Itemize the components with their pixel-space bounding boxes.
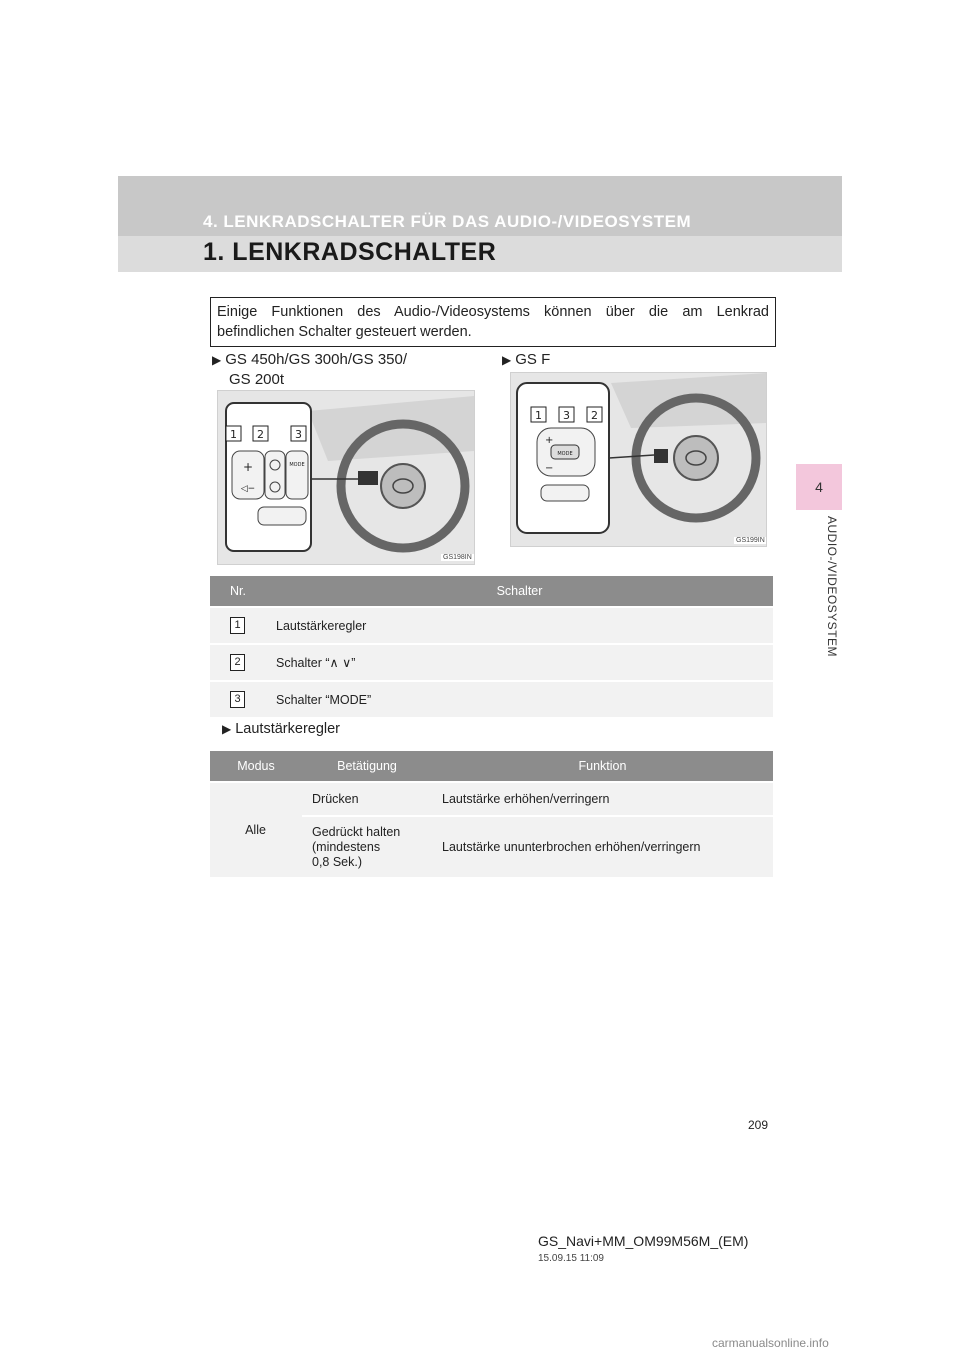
bullet-triangle-icon: ▶: [212, 353, 222, 367]
figure-code: GS199IN: [736, 537, 765, 544]
callout-2: 2: [591, 409, 598, 422]
bullet-triangle-icon: ▶: [222, 722, 232, 736]
operation-cell: Gedrückt halten (mindestens 0,8 Sek.): [302, 816, 432, 877]
switch-cluster-icon: [654, 449, 668, 463]
steering-wheel-illustration: [218, 391, 474, 564]
bullet-triangle-icon: ▶: [502, 353, 512, 367]
variant-label-line2: GS 200t: [229, 371, 285, 388]
column-header: Modus: [210, 751, 302, 782]
chapter-title: 1. LENKRADSCHALTER: [203, 238, 497, 266]
svg-text:+: +: [545, 435, 554, 446]
steering-switch-figure-standard: [217, 390, 475, 565]
callout-2: 2: [257, 428, 264, 441]
callout-3: 3: [295, 428, 302, 441]
volume-section-title: Lautstärkeregler: [235, 721, 341, 737]
number-box: 2: [230, 654, 245, 671]
switch-name: Lautstärkeregler: [266, 607, 773, 644]
switch-name: Schalter “MODE”: [266, 681, 773, 717]
variant-label-line1: GS 450h/GS 300h/GS 350/: [225, 351, 408, 368]
chapter-tab-number: 4: [815, 479, 823, 495]
svg-text:◁−: ◁−: [240, 484, 256, 494]
figure-code: GS198IN: [443, 554, 472, 561]
svg-text:MODE: MODE: [289, 462, 305, 468]
table-row: [210, 607, 773, 644]
table-header-row: [210, 576, 773, 607]
column-header: Betätigung: [302, 751, 432, 782]
callout-3: 3: [563, 409, 570, 422]
table-row: [210, 782, 773, 816]
svg-text:MODE: MODE: [557, 451, 573, 457]
column-header: Nr.: [210, 576, 266, 607]
switch-table: [210, 576, 773, 717]
function-cell: Lautstärke ununterbrochen erhöhen/verringern: [432, 816, 773, 877]
column-header: Schalter: [266, 576, 773, 607]
table-row: [210, 644, 773, 681]
table-header-row: [210, 751, 773, 782]
variant-label-gsf-text: GS F: [515, 351, 551, 368]
document-code: GS_Navi+MM_OM99M56M_(EM): [538, 1233, 749, 1249]
column-header: Funktion: [432, 751, 773, 782]
volume-table: [210, 751, 773, 877]
page-number: 209: [748, 1118, 769, 1132]
callout-1: 1: [535, 409, 542, 422]
function-cell: Lautstärke erhöhen/verringern: [432, 782, 773, 816]
switch-cluster-icon: [358, 471, 378, 485]
steering-switch-figure-gsf: [510, 372, 767, 547]
watermark: carmanualsonline.info: [712, 1336, 829, 1350]
svg-text:−: −: [545, 463, 554, 474]
mode-cell: Alle: [210, 782, 302, 877]
variant-label-standard: [212, 350, 407, 389]
steering-wheel-illustration-gsf: [511, 373, 766, 546]
callout-1: 1: [230, 428, 237, 441]
number-box: 3: [230, 691, 245, 708]
operation-cell: Drücken: [302, 782, 432, 816]
section-title: 4. LENKRADSCHALTER FÜR DAS AUDIO-/VIDEOSYSTEM: [203, 212, 692, 231]
variant-label-gsf: [502, 350, 550, 370]
number-box: 1: [230, 617, 245, 634]
document-date: 15.09.15 11:09: [538, 1253, 604, 1264]
chapter-tab[interactable]: [796, 464, 842, 510]
chapter-tab-label: AUDIO-/VIDEOSYSTEM: [825, 516, 839, 658]
svg-text:+: +: [242, 460, 254, 474]
table-row: [210, 681, 773, 717]
switch-name: Schalter “∧ ∨”: [266, 644, 773, 681]
volume-section-heading: [222, 721, 340, 737]
intro-text: Einige Funktionen des Audio-/Videosystems können über die am Lenkrad befindlichen Schalter gesteuert werden.: [210, 297, 776, 347]
